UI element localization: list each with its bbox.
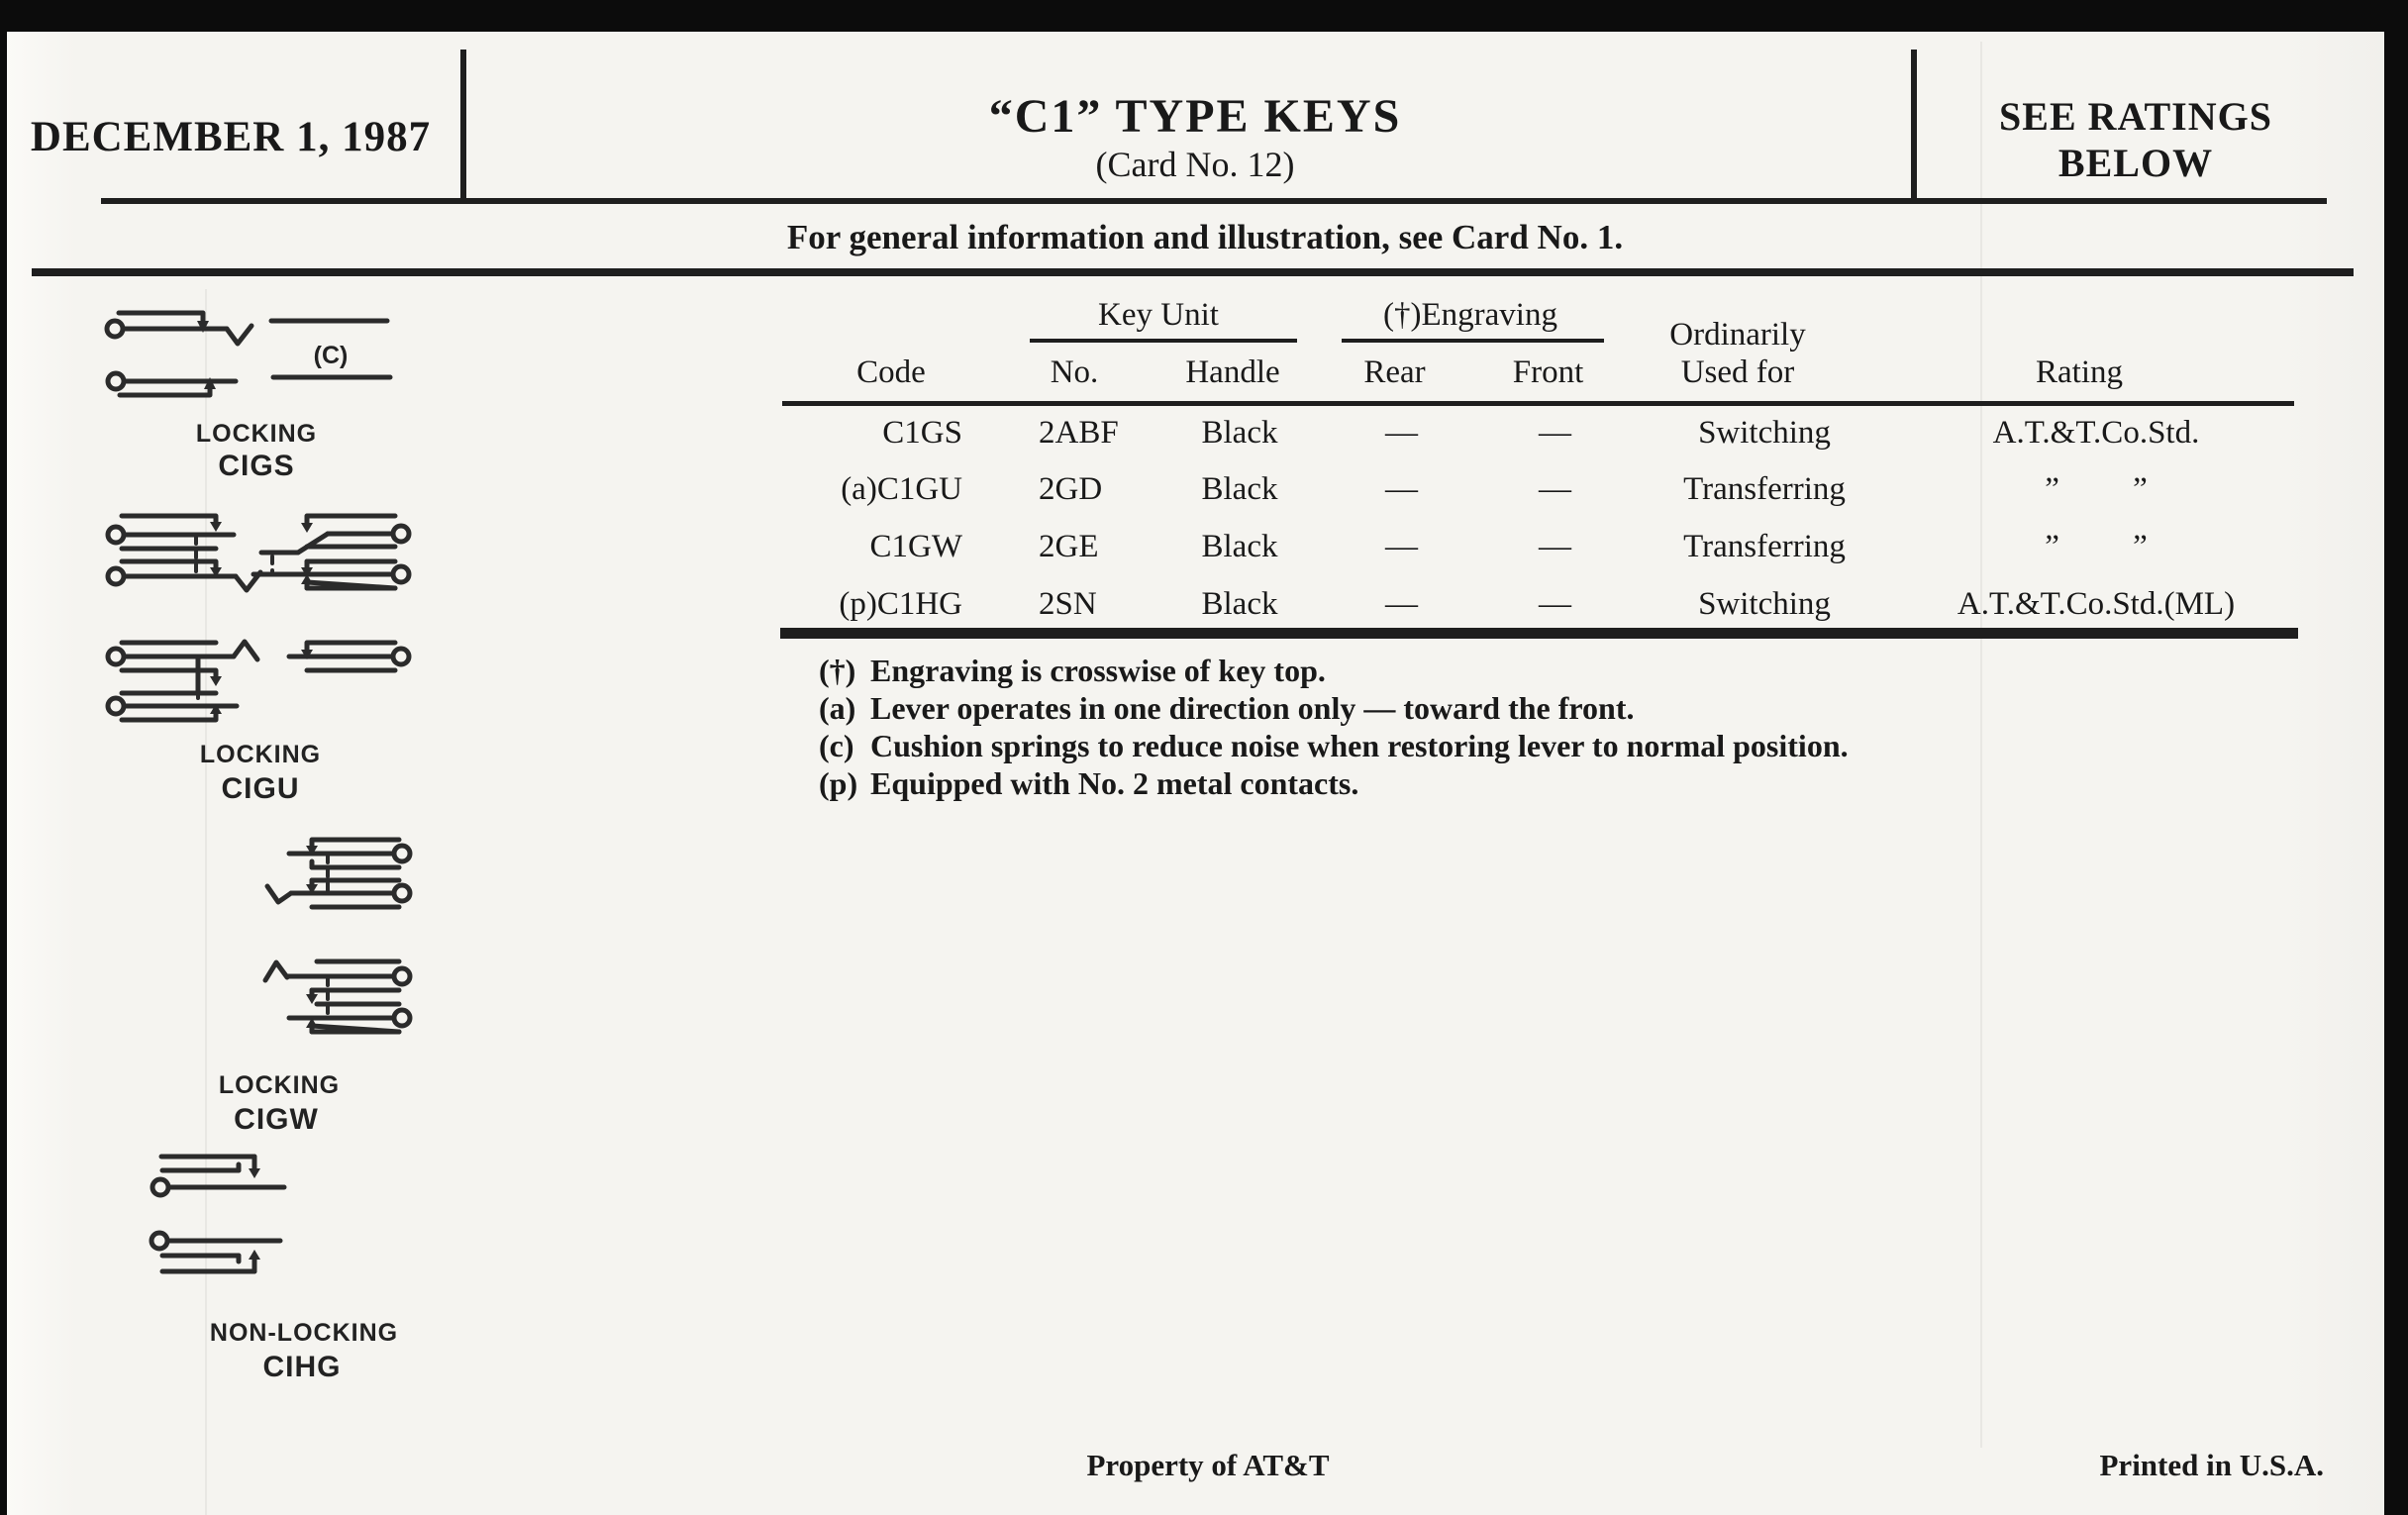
diagram-code-label: CIGW [234, 1103, 319, 1136]
table-bottom-rule [780, 628, 2298, 639]
diagram-caption: LOCKING [199, 741, 322, 768]
diagram-cigs [107, 313, 390, 482]
cell-used-for: Switching [1698, 586, 1831, 622]
cell-handle: Black [1201, 415, 1278, 451]
group-header-key-unit: Key Unit [1098, 297, 1219, 333]
table-row [789, 584, 2294, 624]
footnote-marker: (†) [819, 653, 856, 688]
engraving-underline [1342, 339, 1604, 343]
cell-rating: A.T.&T.Co.Std. [1992, 415, 2200, 451]
info-rule [32, 268, 2354, 276]
diagram-caption: NON-LOCKING [209, 1319, 399, 1347]
cell-front: — [1539, 471, 1571, 507]
card-title-block [472, 91, 1918, 186]
lock-check-icon [227, 326, 251, 344]
diagram-cihg [151, 1157, 398, 1383]
cell-used-for: Transferring [1683, 471, 1846, 507]
diagram-caption: LOCKING [195, 420, 318, 448]
cell-rear: — [1385, 529, 1418, 564]
ratings-note-line2: BELOW [2057, 141, 2214, 185]
ratings-note [1918, 93, 2354, 186]
lock-caret-icon [265, 962, 287, 980]
cell-rear: — [1385, 415, 1418, 451]
col-header-handle: Handle [1185, 354, 1280, 390]
col-header-code: Code [856, 354, 926, 390]
footnote-marker: (c) [819, 728, 854, 763]
cell-no: 2ABF [1039, 415, 1119, 451]
cell-handle: Black [1201, 586, 1278, 622]
cell-handle: Black [1201, 529, 1278, 564]
cell-no: 2GE [1039, 529, 1099, 564]
cell-code: C1GW [869, 529, 962, 564]
cell-used-for: Transferring [1683, 529, 1846, 564]
footnote-text: Engraving is crosswise of key top. [870, 653, 1326, 688]
diagram-cigw [219, 840, 410, 1136]
footnote-marker: (p) [819, 765, 858, 801]
footnote [819, 764, 1358, 802]
card-background [7, 32, 2384, 1515]
cell-handle: Black [1201, 471, 1278, 507]
cell-used-for: Switching [1698, 415, 1831, 451]
footnote [819, 652, 1326, 689]
footnote [819, 727, 1849, 764]
footer-left: Property of AT&T [1086, 1448, 1330, 1482]
header-rule [101, 198, 2327, 204]
cell-code: (p)C1HG [839, 586, 962, 622]
footnote-text: Equipped with No. 2 metal contacts. [870, 765, 1359, 801]
diagram-code-label: CIGU [221, 772, 300, 805]
table-header-rule [782, 401, 2294, 406]
cell-rating-ditto: ” ” [2045, 471, 2148, 507]
footer-right: Printed in U.S.A. [2099, 1448, 2324, 1482]
header-divider-left [460, 50, 466, 200]
cell-code: C1GS [882, 415, 962, 451]
footnote-text: Cushion springs to reduce noise when restoring lever to normal position. [870, 728, 1849, 763]
cell-rear: — [1385, 471, 1418, 507]
cell-front: — [1539, 529, 1571, 564]
diagram-code-label: CIGS [218, 450, 295, 482]
lock-check-icon [267, 886, 291, 902]
footnote-marker: (a) [819, 690, 856, 726]
cell-code: (a)C1GU [841, 471, 962, 507]
diagram-code-label: CIHG [262, 1351, 342, 1383]
cell-no: 2GD [1039, 471, 1103, 507]
diagram-cigu [108, 516, 409, 805]
page-title: “C1” TYPE KEYS [988, 90, 1402, 143]
footnote-text: Lever operates in one direction only — toward the front. [870, 690, 1635, 726]
cell-rating: A.T.&T.Co.Std.(ML) [1956, 586, 2236, 622]
cell-front: — [1539, 415, 1571, 451]
footnote [819, 689, 1634, 727]
col-header-no: No. [1050, 354, 1099, 390]
cell-rating-ditto: ” ” [2045, 529, 2148, 564]
header-divider-right [1911, 50, 1917, 200]
table-row [789, 527, 2294, 566]
col-header-rear: Rear [1363, 354, 1426, 390]
cell-no: 2SN [1039, 586, 1097, 622]
card-date: DECEMBER 1, 1987 [30, 114, 432, 160]
cell-rear: — [1385, 586, 1418, 622]
col-header-front: Front [1512, 354, 1584, 390]
cushion-annotation: (C) [313, 342, 349, 369]
table-row [789, 469, 2294, 509]
lock-caret-icon [234, 642, 257, 659]
diagram-caption: LOCKING [218, 1071, 341, 1099]
ratings-note-line1: SEE RATINGS [1999, 94, 2272, 139]
table-row [789, 413, 2294, 453]
cell-front: — [1539, 586, 1571, 622]
page-subtitle: (Card No. 12) [1095, 145, 1295, 184]
info-line: For general information and illustration, see Card No. 1. [786, 218, 1624, 256]
col-header-used-for-line2: Used for [1680, 354, 1795, 390]
contact-diagrams [7, 277, 472, 1446]
group-header-engraving: (†)Engraving [1383, 297, 1557, 333]
col-header-used-for-line1: Ordinarily [1669, 317, 1806, 353]
key-unit-underline [1030, 339, 1297, 343]
col-header-rating: Rating [2036, 354, 2123, 390]
